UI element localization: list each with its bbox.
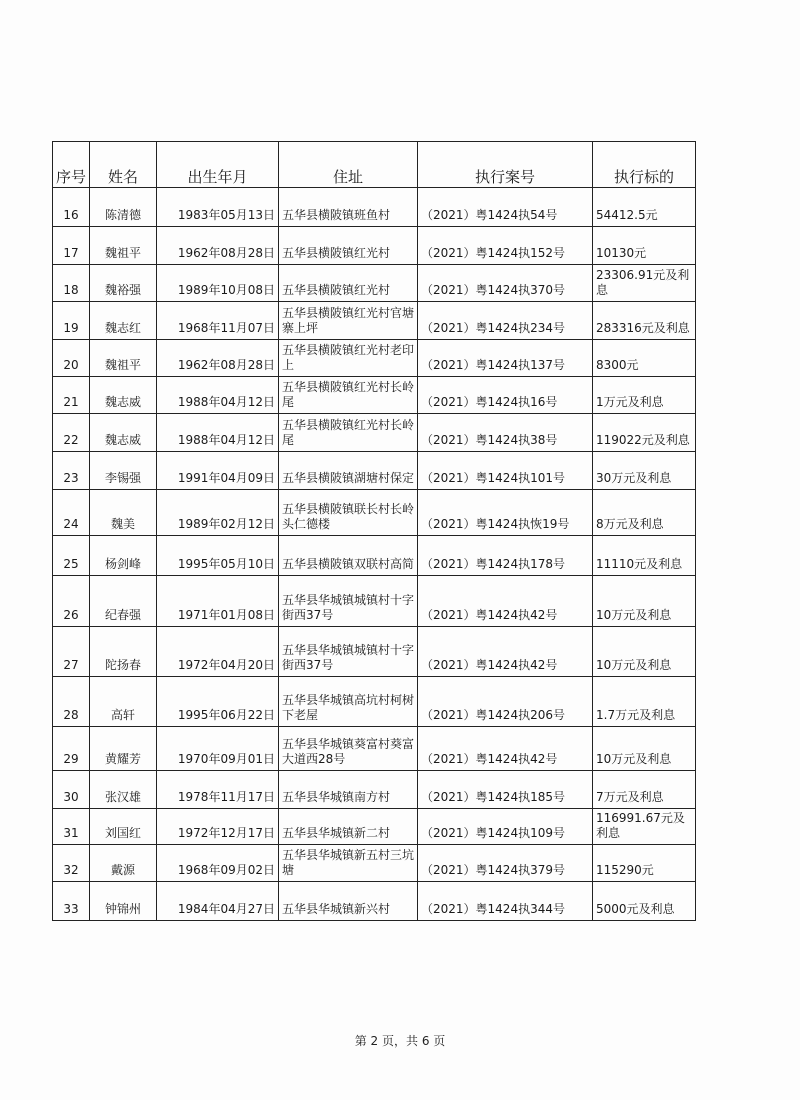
cell-case: （2021）粤1424执38号: [418, 414, 593, 452]
cell-target: 1万元及利息: [593, 377, 696, 414]
cell-address: 五华县横陂镇湖塘村保定: [279, 452, 418, 490]
cell-target: 10130元: [593, 227, 696, 265]
cell-target: 283316元及利息: [593, 302, 696, 340]
cell-no: 33: [53, 882, 90, 921]
cell-no: 32: [53, 845, 90, 882]
cell-address: 五华县横陂镇班鱼村: [279, 188, 418, 227]
roster-table: [52, 141, 696, 921]
cell-target: 23306.91元及利息: [593, 265, 696, 302]
cell-address: 五华县横陂镇双联村高简: [279, 536, 418, 576]
cell-address: 五华县华城镇葵富村葵富大道西28号: [279, 727, 418, 771]
cell-no: 27: [53, 627, 90, 677]
cell-birth: 1970年09月01日: [157, 727, 279, 771]
cell-name: 黄耀芳: [90, 727, 157, 771]
cell-birth: 1972年12月17日: [157, 809, 279, 845]
cell-case: （2021）粤1424执54号: [418, 188, 593, 227]
cell-target: 1.7万元及利息: [593, 677, 696, 727]
roster-body: [53, 188, 696, 921]
page-footer: 第 2 页，共 6 页: [354, 1034, 446, 1048]
table-row: [53, 882, 696, 921]
table-row: [53, 302, 696, 340]
cell-case: （2021）粤1424执42号: [418, 627, 593, 677]
cell-no: 24: [53, 490, 90, 536]
cell-address: 五华县横陂镇红光村: [279, 265, 418, 302]
cell-name: 纪春强: [90, 576, 157, 627]
cell-case: （2021）粤1424执152号: [418, 227, 593, 265]
cell-name: 杨剑峰: [90, 536, 157, 576]
cell-name: 陈清德: [90, 188, 157, 227]
cell-case: （2021）粤1424执178号: [418, 536, 593, 576]
table-row: [53, 576, 696, 627]
cell-target: 115290元: [593, 845, 696, 882]
cell-name: 魏志威: [90, 377, 157, 414]
header-row: [53, 142, 696, 188]
header-target: 执行标的: [593, 142, 696, 188]
cell-name: 魏裕强: [90, 265, 157, 302]
table-row: [53, 490, 696, 536]
cell-birth: 1991年04月09日: [157, 452, 279, 490]
table-row: [53, 265, 696, 302]
cell-name: 魏祖平: [90, 227, 157, 265]
table-row: [53, 340, 696, 377]
header-case: 执行案号: [418, 142, 593, 188]
cell-case: （2021）粤1424执379号: [418, 845, 593, 882]
cell-target: 119022元及利息: [593, 414, 696, 452]
cell-birth: 1971年01月08日: [157, 576, 279, 627]
cell-target: 8300元: [593, 340, 696, 377]
cell-birth: 1972年04月20日: [157, 627, 279, 677]
cell-birth: 1984年04月27日: [157, 882, 279, 921]
table-row: [53, 845, 696, 882]
table-row: [53, 727, 696, 771]
cell-no: 19: [53, 302, 90, 340]
cell-case: （2021）粤1424执206号: [418, 677, 593, 727]
header-birth: 出生年月: [157, 142, 279, 188]
cell-address: 五华县华城镇高坑村柯树下老屋: [279, 677, 418, 727]
cell-no: 26: [53, 576, 90, 627]
table-row: [53, 809, 696, 845]
cell-no: 25: [53, 536, 90, 576]
cell-no: 30: [53, 771, 90, 809]
table-row: [53, 377, 696, 414]
cell-birth: 1989年02月12日: [157, 490, 279, 536]
cell-name: 魏祖平: [90, 340, 157, 377]
table-row: [53, 188, 696, 227]
cell-no: 21: [53, 377, 90, 414]
cell-target: 30万元及利息: [593, 452, 696, 490]
cell-no: 22: [53, 414, 90, 452]
cell-name: 高轩: [90, 677, 157, 727]
cell-address: 五华县横陂镇红光村长岭尾: [279, 377, 418, 414]
cell-case: （2021）粤1424执42号: [418, 727, 593, 771]
cell-address: 五华县横陂镇红光村: [279, 227, 418, 265]
cell-no: 23: [53, 452, 90, 490]
table-row: [53, 452, 696, 490]
cell-address: 五华县华城镇城镇村十字街西37号: [279, 576, 418, 627]
cell-target: 116991.67元及利息: [593, 809, 696, 845]
cell-no: 20: [53, 340, 90, 377]
cell-name: 魏志威: [90, 414, 157, 452]
cell-name: 戴源: [90, 845, 157, 882]
cell-target: 54412.5元: [593, 188, 696, 227]
cell-target: 10万元及利息: [593, 576, 696, 627]
table-row: [53, 227, 696, 265]
cell-no: 28: [53, 677, 90, 727]
cell-case: （2021）粤1424执344号: [418, 882, 593, 921]
cell-no: 16: [53, 188, 90, 227]
table-row: [53, 677, 696, 727]
cell-case: （2021）粤1424执234号: [418, 302, 593, 340]
cell-birth: 1988年04月12日: [157, 414, 279, 452]
cell-birth: 1968年09月02日: [157, 845, 279, 882]
cell-name: 陀扬春: [90, 627, 157, 677]
cell-case: （2021）粤1424执16号: [418, 377, 593, 414]
cell-name: 钟锦州: [90, 882, 157, 921]
cell-name: 魏美: [90, 490, 157, 536]
cell-target: 10万元及利息: [593, 627, 696, 677]
table-row: [53, 627, 696, 677]
cell-case: （2021）粤1424执137号: [418, 340, 593, 377]
cell-address: 五华县华城镇城镇村十字街西37号: [279, 627, 418, 677]
cell-address: 五华县华城镇新五村三坑塘: [279, 845, 418, 882]
cell-birth: 1995年05月10日: [157, 536, 279, 576]
cell-address: 五华县华城镇新兴村: [279, 882, 418, 921]
cell-birth: 1962年08月28日: [157, 227, 279, 265]
header-name: 姓名: [90, 142, 157, 188]
cell-name: 魏志红: [90, 302, 157, 340]
cell-case: （2021）粤1424执185号: [418, 771, 593, 809]
cell-birth: 1988年04月12日: [157, 377, 279, 414]
cell-birth: 1968年11月07日: [157, 302, 279, 340]
cell-name: 刘国红: [90, 809, 157, 845]
table-row: [53, 414, 696, 452]
cell-case: （2021）粤1424执101号: [418, 452, 593, 490]
cell-address: 五华县华城镇南方村: [279, 771, 418, 809]
cell-no: 31: [53, 809, 90, 845]
cell-case: （2021）粤1424执370号: [418, 265, 593, 302]
cell-address: 五华县横陂镇红光村老印上: [279, 340, 418, 377]
cell-birth: 1962年08月28日: [157, 340, 279, 377]
cell-address: 五华县横陂镇联长村长岭头仁德楼: [279, 490, 418, 536]
cell-no: 18: [53, 265, 90, 302]
cell-address: 五华县横陂镇红光村官塘寨上坪: [279, 302, 418, 340]
cell-birth: 1995年06月22日: [157, 677, 279, 727]
cell-case: （2021）粤1424执恢19号: [418, 490, 593, 536]
cell-name: 张汉雄: [90, 771, 157, 809]
cell-address: 五华县华城镇新二村: [279, 809, 418, 845]
cell-no: 29: [53, 727, 90, 771]
table-row: [53, 536, 696, 576]
header-no: 序号: [53, 142, 90, 188]
cell-address: 五华县横陂镇红光村长岭尾: [279, 414, 418, 452]
cell-case: （2021）粤1424执109号: [418, 809, 593, 845]
cell-target: 11110元及利息: [593, 536, 696, 576]
cell-no: 17: [53, 227, 90, 265]
cell-target: 5000元及利息: [593, 882, 696, 921]
cell-birth: 1989年10月08日: [157, 265, 279, 302]
cell-name: 李锡强: [90, 452, 157, 490]
cell-birth: 1978年11月17日: [157, 771, 279, 809]
cell-target: 8万元及利息: [593, 490, 696, 536]
cell-target: 10万元及利息: [593, 727, 696, 771]
cell-case: （2021）粤1424执42号: [418, 576, 593, 627]
cell-birth: 1983年05月13日: [157, 188, 279, 227]
table-row: [53, 771, 696, 809]
cell-target: 7万元及利息: [593, 771, 696, 809]
header-address: 住址: [279, 142, 418, 188]
